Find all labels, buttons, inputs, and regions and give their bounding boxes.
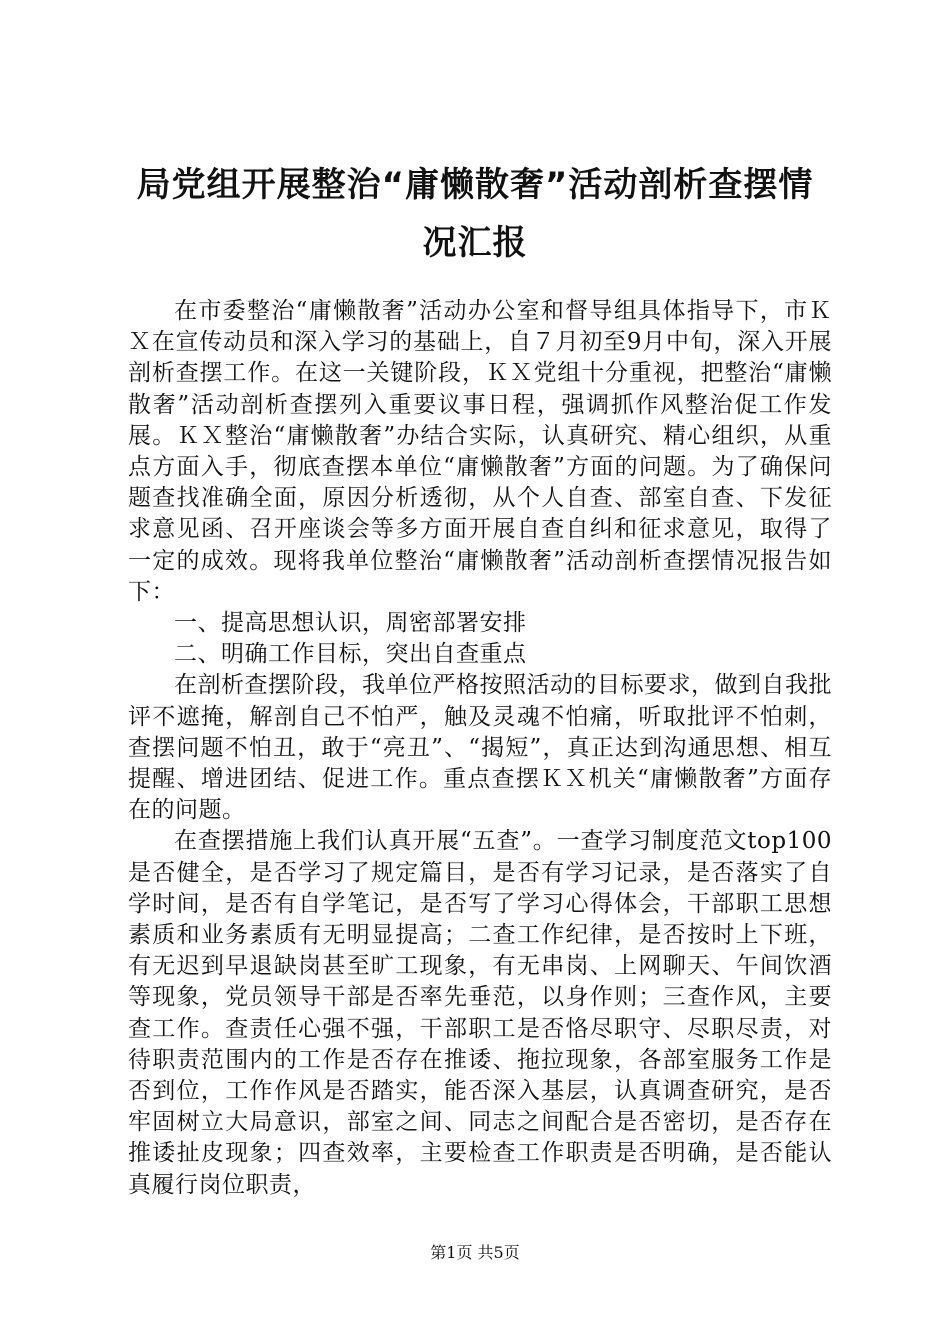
document-title: 局党组开展整治“庸懒散奢”活动剖析查摆情况汇报 <box>136 165 814 263</box>
page-number-footer: 第1页 共5页 <box>430 1243 520 1262</box>
paragraph-five-checks: 在查摆措施上我们认真开展“五查”。一查学习制度范文top100是否健全，是否学习了规定篇目，是否有学习记录，是否落实了自学时间，是否有自学笔记，是否写了学习心得体会，干部职工思想素质和业务素质有无明显提高；二查工作纪律，是否按时上下班，有无迟到早退缺岗甚至旷工现象，有无串岗、上网聊天、午间饮酒等现象，党员领导干部是否率先垂范，以身作则；三查作风，主要查工作。查责任心强不强，干部职工是否恪尽职守、尽职尽责，对待职责范围内的工作是否存在推诿、拖拉现象，各部室服务工作是否到位，工作作风是否踏实，能否深入基层，认真调查研究，是否牢固树立大局意识，部室之间、同志之间配合是否密切，是否存在推诿扯皮现象；四查效率，主要检查工作职责是否明确，是否能认真履行岗位职责， <box>128 828 832 1198</box>
section-heading-2: 二、明确工作目标，突出自查重点 <box>174 641 527 668</box>
document-body <box>128 296 832 1201</box>
paragraph-analysis: 在剖析查摆阶段，我单位严格按照活动的目标要求，做到自我批评不遮掩，解剖自己不怕严，触及灵魂不怕痛，听取批评不怕刺，查摆问题不怕丑，敢于“亮丑”、“揭短”，真正达到沟通思想、相互提醒、增进团结、促进工作。重点查摆ＫＸ机关“庸懒散奢”方面存在的问题。 <box>128 672 832 824</box>
section-heading-1: 一、提高思想认识，周密部署安排 <box>174 610 527 637</box>
paragraph-intro: 在市委整治“庸懒散奢”活动办公室和督导组具体指导下，市ＫＸ在宣传动员和深入学习的基础上，自７月初至9月中旬，深入开展剖析查摆工作。在这一关键阶段，ＫＸ党组十分重视，把整治“庸懒散奢”活动剖析查摆列入重要议事日程，强调抓作风整治促工作发展。ＫＸ整治“庸懒散奢”办结合实际，认真研究、精心组织，从重点方面入手，彻底查摆本单位“庸懒散奢”方面的问题。为了确保问题查找准确全面，原因分析透彻，从个人自查、部室自查、下发征求意见函、召开座谈会等多方面开展自查自纠和征求意见，取得了一定的成效。现将我单位整治“庸懒散奢”活动剖析查摆情况报告如下： <box>128 298 832 605</box>
